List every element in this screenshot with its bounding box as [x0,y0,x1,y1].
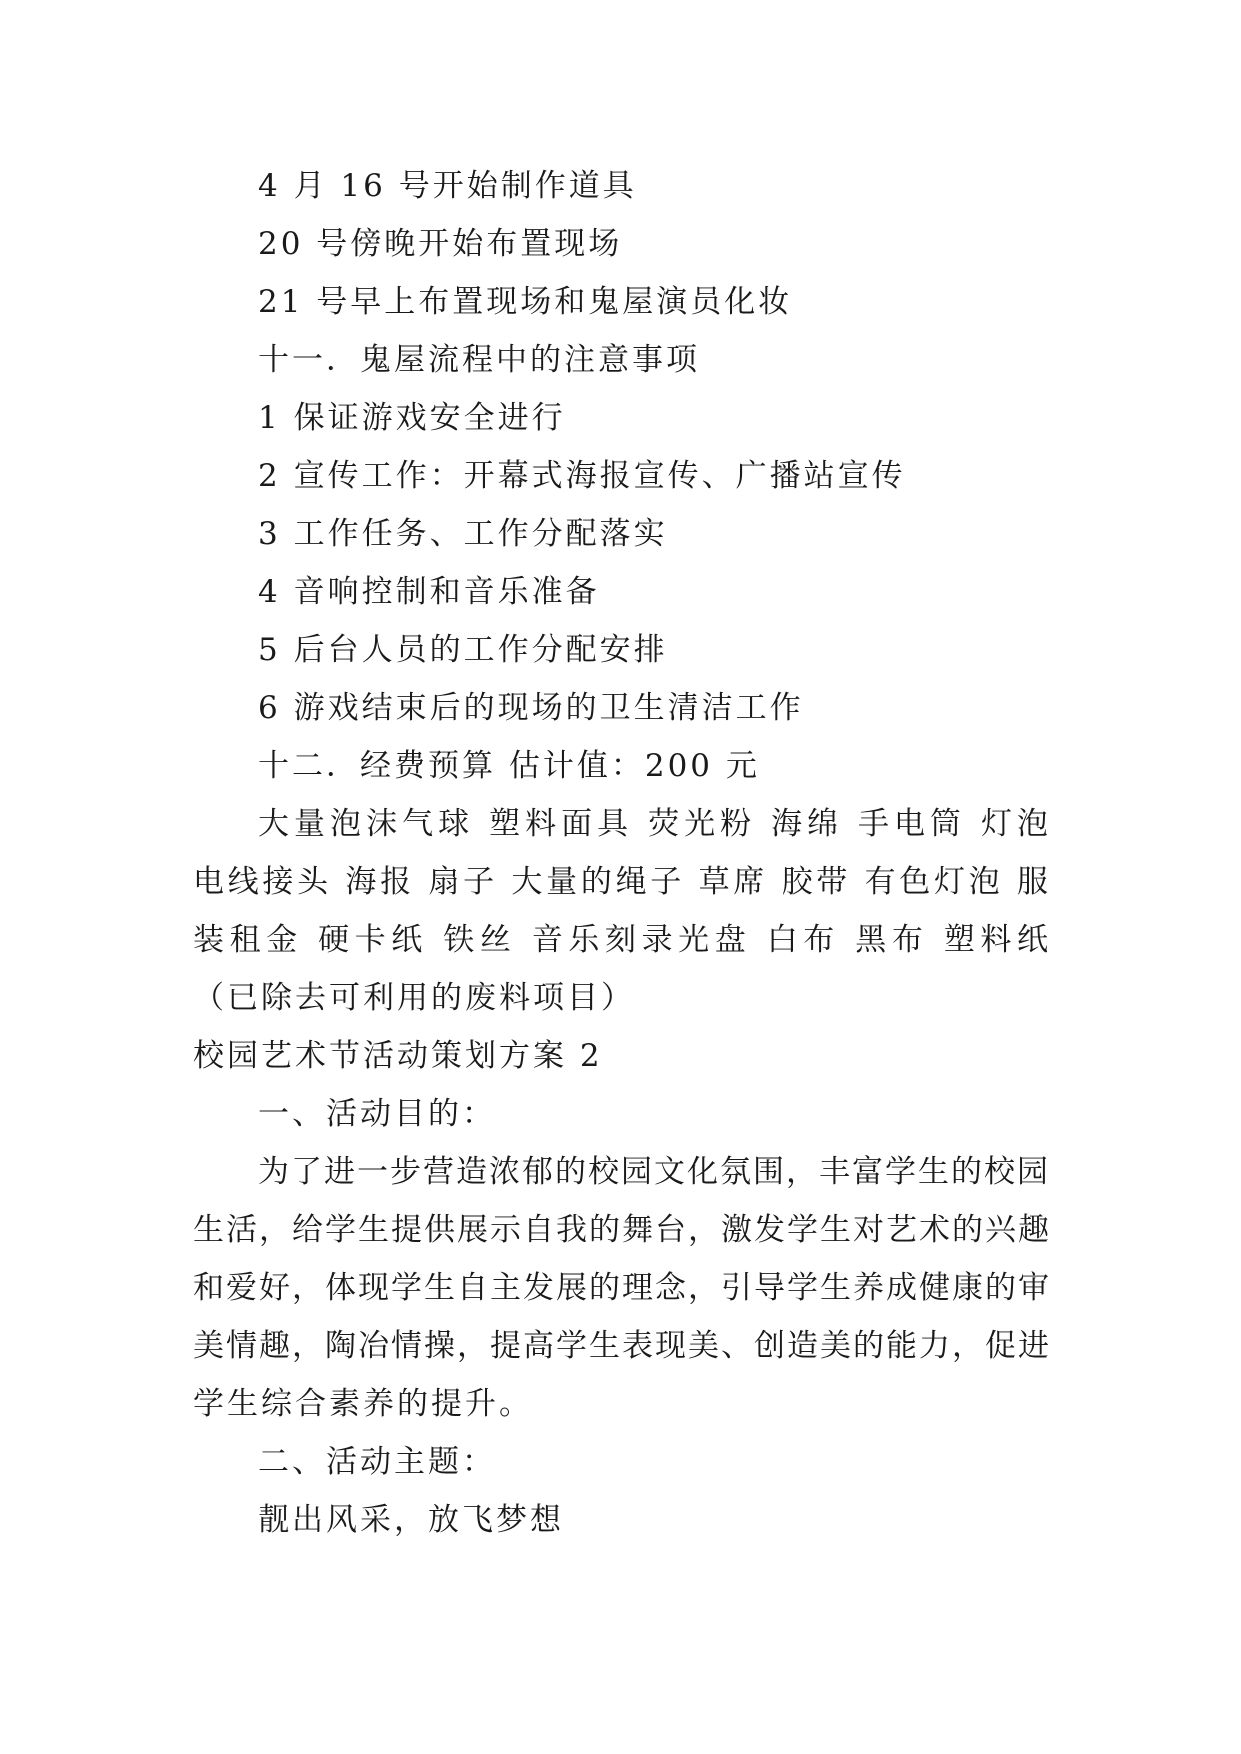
budget-items-line-2: 电线接头 海报 扇子 大量的绳子 草席 胶带 有色灯泡 服 [193,864,1050,900]
precaution-item-3: 3 工作任务、工作分配落实 [258,516,668,552]
purpose-paragraph-line-5: 学生综合素养的提升。 [193,1386,533,1422]
document-title-plan-2: 校园艺术节活动策划方案 2 [193,1038,603,1074]
section-heading-theme: 二、活动主题： [258,1444,496,1480]
precaution-item-5: 5 后台人员的工作分配安排 [258,632,668,668]
section-heading-budget: 十二．经费预算 估计值：200 元 [258,748,760,784]
theme-text: 靓出风采，放飞梦想 [258,1502,564,1538]
precaution-item-6: 6 游戏结束后的现场的卫生清洁工作 [258,690,804,726]
section-heading-precautions: 十一．鬼屋流程中的注意事项 [258,342,700,378]
budget-note: （已除去可利用的废料项目） [193,980,635,1016]
precaution-item-1: 1 保证游戏安全进行 [258,400,566,436]
purpose-paragraph-line-4: 美情趣，陶冶情操，提高学生表现美、创造美的能力，促进 [193,1328,1051,1364]
budget-items-line-1: 大量泡沫气球 塑料面具 荧光粉 海绵 手电筒 灯泡 [258,806,1050,842]
purpose-paragraph-line-3: 和爱好，体现学生自主发展的理念，引导学生养成健康的审 [193,1270,1051,1306]
section-heading-purpose: 一、活动目的： [258,1096,496,1132]
schedule-line-apr16: 4 月 16 号开始制作道具 [258,168,637,204]
precaution-item-4: 4 音响控制和音乐准备 [258,574,600,610]
precaution-item-2: 2 宣传工作：开幕式海报宣传、广播站宣传 [258,458,906,494]
purpose-paragraph-line-2: 生活，给学生提供展示自我的舞台，激发学生对艺术的兴趣 [193,1212,1051,1248]
schedule-line-21st: 21 号早上布置现场和鬼屋演员化妆 [258,284,793,320]
purpose-paragraph-line-1: 为了进一步营造浓郁的校园文化氛围，丰富学生的校园 [258,1154,1050,1190]
schedule-line-20th: 20 号傍晚开始布置现场 [258,226,623,262]
budget-items-line-3: 装租金 硬卡纸 铁丝 音乐刻录光盘 白布 黑布 塑料纸 [193,922,1050,958]
